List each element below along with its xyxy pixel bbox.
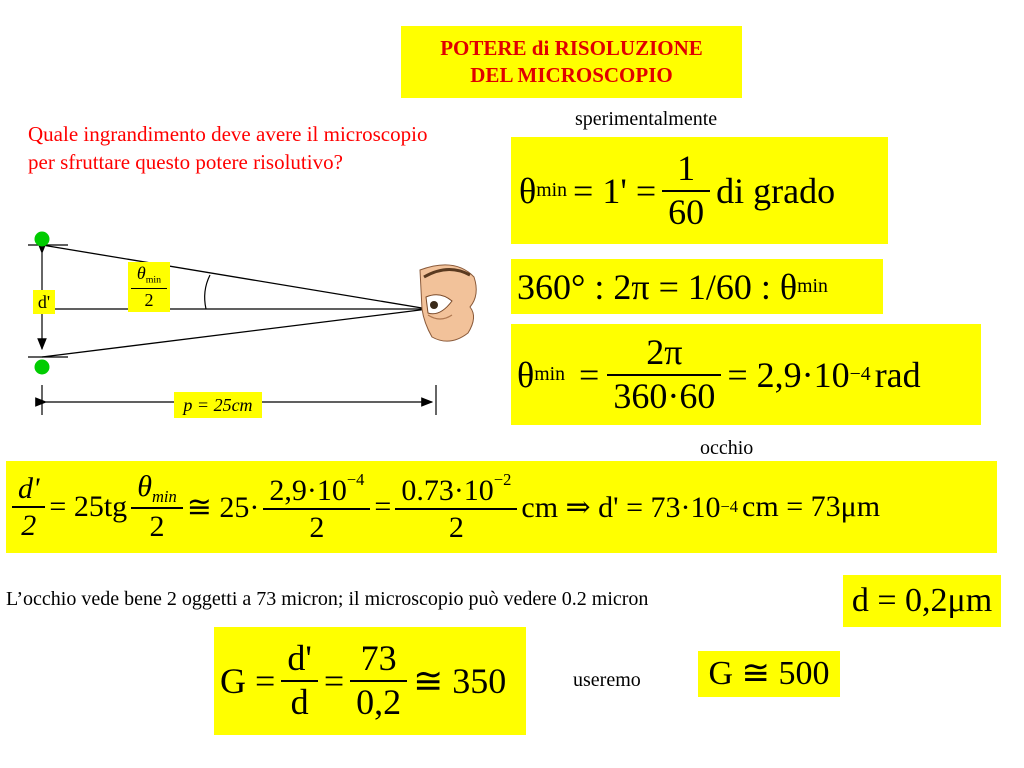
eq1-numerator: 1 bbox=[662, 150, 710, 192]
eq4-f3-base: 2,9·10 bbox=[269, 473, 347, 507]
eye-icon bbox=[420, 265, 476, 341]
eq4-f4-den: 2 bbox=[448, 510, 464, 544]
eq4-f2-theta: θ bbox=[137, 470, 152, 504]
eq6-f1-den: d bbox=[290, 682, 309, 722]
eq4-tail-exp: −4 bbox=[720, 497, 739, 516]
title-box bbox=[401, 26, 742, 98]
eq3-sub: min bbox=[534, 363, 566, 385]
eq6-f1-num: d' bbox=[281, 640, 318, 682]
equation-d-value: d = 0,2μm bbox=[843, 575, 1001, 627]
eq4-f4-num bbox=[395, 471, 517, 510]
eq4-f1-den: 2 bbox=[21, 509, 37, 542]
eq4-f2-sub: min bbox=[151, 486, 177, 506]
eq4-fraction-1 bbox=[12, 473, 45, 542]
eq3-exponent: −4 bbox=[849, 363, 871, 385]
eq2-lhs: 360° : 2π = 1/60 : θ bbox=[517, 266, 798, 307]
eq4-fraction-4 bbox=[395, 471, 517, 544]
eq4-f3-exp: −4 bbox=[346, 469, 365, 489]
upper-ray bbox=[42, 245, 428, 309]
label-sperimentalmente: sperimentalmente bbox=[575, 108, 718, 130]
title-line-1: POTERE di RISOLUZIONE bbox=[440, 36, 703, 60]
label-useremo: useremo bbox=[573, 669, 641, 691]
eq1-equals: = 1' = bbox=[573, 170, 657, 211]
eq1-sub: min bbox=[536, 179, 568, 201]
eq6-lhs: G = bbox=[220, 661, 276, 701]
eq1-fraction bbox=[662, 147, 710, 232]
eq6-eq: = bbox=[323, 661, 345, 701]
eq2-sub: min bbox=[797, 275, 828, 297]
eq4-eq: = bbox=[374, 490, 392, 523]
eq6-fraction-2 bbox=[350, 640, 407, 722]
eq4-tail-1: cm ⇒ d' = 73·10 bbox=[521, 490, 721, 524]
eq4-f2-den: 2 bbox=[149, 510, 165, 544]
eq4-f1-num: d' bbox=[12, 473, 45, 509]
eq1-theta: θ bbox=[519, 170, 537, 211]
eq4-fraction-2 bbox=[131, 471, 183, 543]
eq4-f4-exp: −2 bbox=[493, 469, 512, 489]
upper-point bbox=[35, 232, 50, 247]
statement-text: L’occhio vede bene 2 oggetti a 73 micron; il microscopio può vedere 0.2 micron bbox=[6, 588, 649, 610]
eq4-fraction-3 bbox=[263, 471, 370, 544]
equation-g-used: G ≅ 500 bbox=[698, 651, 840, 697]
eq4-mid: = 25tg bbox=[49, 490, 128, 523]
eq4-f3-den: 2 bbox=[309, 510, 325, 544]
title-line-2: DEL MICROSCOPIO bbox=[470, 63, 673, 87]
eq6-f2-num: 73 bbox=[350, 640, 407, 682]
eq6-fraction-1 bbox=[281, 640, 318, 722]
eq4-f4-base: 0.73·10 bbox=[401, 473, 494, 507]
equation-magnification bbox=[214, 627, 526, 735]
theta-half-den: 2 bbox=[144, 289, 154, 310]
theta-half-sub: min bbox=[145, 274, 162, 286]
equation-proportion bbox=[511, 259, 883, 314]
eq4-approx: ≅ 25· bbox=[186, 490, 260, 524]
eq3-fraction bbox=[607, 331, 721, 416]
eq3-theta: θ bbox=[517, 354, 535, 395]
angle-arc bbox=[205, 275, 210, 309]
theta-half-num bbox=[131, 264, 167, 289]
eq3-numerator: 2π bbox=[607, 334, 721, 376]
eq1-denominator: 60 bbox=[668, 191, 705, 232]
eq6-f2-den: 0,2 bbox=[356, 682, 402, 722]
eq4-f2-num bbox=[131, 471, 183, 509]
eq1-tail: di grado bbox=[716, 170, 836, 211]
p-distance-label: p = 25cm bbox=[174, 392, 262, 418]
label-occhio: occhio bbox=[700, 437, 754, 459]
eq3-unit: rad bbox=[874, 354, 921, 395]
theta-half-fraction bbox=[131, 264, 167, 310]
lower-point bbox=[35, 360, 50, 375]
eq3-denominator: 360·60 bbox=[613, 375, 716, 416]
lower-ray bbox=[42, 309, 428, 357]
eq4-tail-2: cm = 73μm bbox=[742, 490, 881, 523]
equation-d-prime bbox=[6, 461, 997, 553]
eq6-tail: ≅ 350 bbox=[413, 661, 507, 701]
question-text: Quale ingrandimento deve avere il microscopio per sfruttare questo potere risolutivo? bbox=[28, 122, 428, 174]
equation-theta-min-definition bbox=[511, 137, 888, 244]
eq3-equals: = bbox=[579, 354, 600, 395]
d-prime-label: d' bbox=[33, 290, 55, 314]
theta-half-label bbox=[128, 262, 170, 312]
eq3-rhs: = 2,9·10 bbox=[727, 354, 850, 395]
equation-theta-min-radians bbox=[511, 324, 981, 425]
eq4-f3-num bbox=[263, 471, 370, 510]
theta-half-theta: θ bbox=[136, 263, 146, 284]
